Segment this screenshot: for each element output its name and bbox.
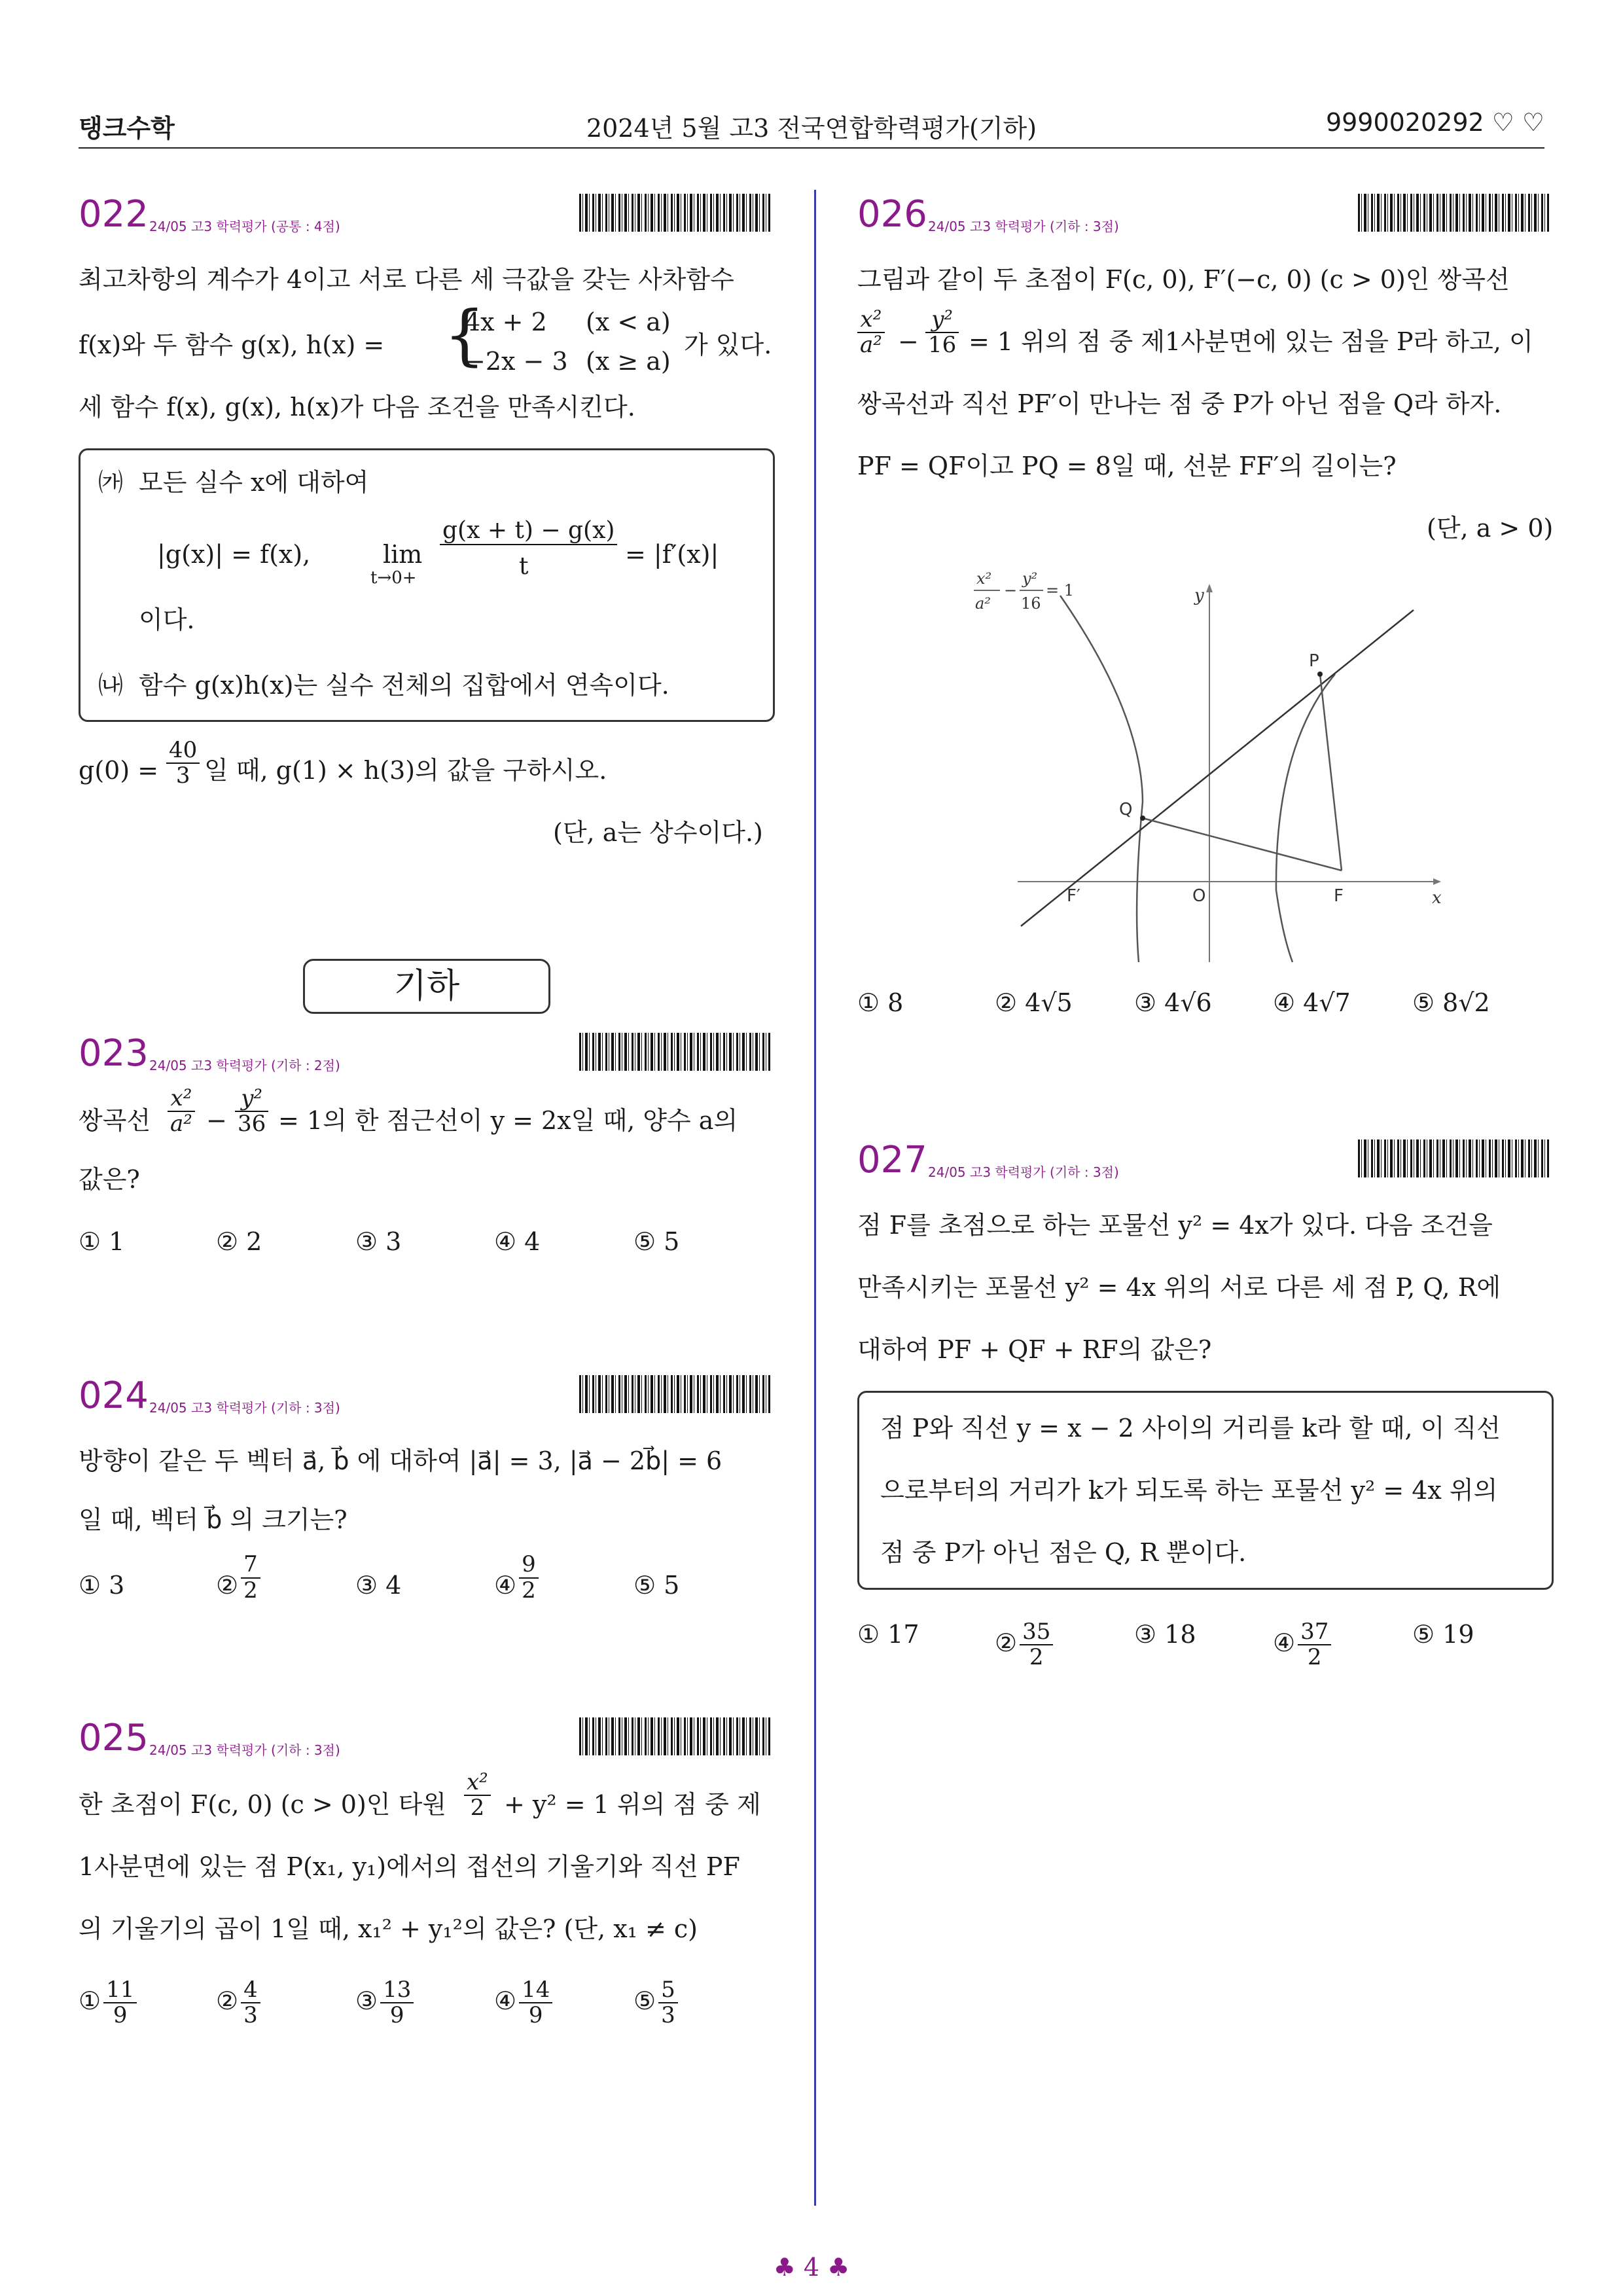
problem-info: 24/05 고3 학력평가 (기하 : 3점) bbox=[149, 1400, 340, 1416]
page-number: ♣ 4 ♣ bbox=[773, 2253, 850, 2282]
choice-4[interactable] bbox=[1273, 1620, 1334, 1670]
problem-info: 24/05 고3 학력평가 (기하 : 3점) bbox=[928, 219, 1119, 234]
problem-number: 025 bbox=[79, 1717, 149, 1759]
problem-text: 최고차항의 계수가 4이고 서로 다른 세 극값을 갖는 사차함수 bbox=[79, 265, 734, 294]
choice-label: ② bbox=[216, 1571, 239, 1600]
fraction: $\frac{\text{y²}}{36}$ bbox=[235, 1086, 268, 1137]
choice-5[interactable]: ⑤ 5 bbox=[633, 1571, 680, 1600]
limit-subscript: t→0+ bbox=[370, 568, 417, 588]
problem-note: (단, a > 0) bbox=[1427, 514, 1554, 543]
fraction: $\frac{37}{2}$ bbox=[1298, 1620, 1331, 1670]
choice-3[interactable]: ③ 3 bbox=[355, 1227, 402, 1256]
problem-text: f(x)와 두 함수 g(x), h(x) = bbox=[79, 331, 385, 359]
choice-3[interactable]: ③ $\frac{13}{9}$ bbox=[355, 1978, 416, 2028]
problem-text: 일 때, g(1) × h(3)의 값을 구하시오. bbox=[204, 756, 607, 785]
label-x-axis: x bbox=[1432, 888, 1442, 908]
choice-1[interactable]: ① $\frac{11}{9}$ bbox=[79, 1978, 139, 2028]
problem-text: 쌍곡선 bbox=[79, 1106, 151, 1135]
problem-text: g(0) = bbox=[79, 756, 159, 785]
condition-text: 점 P와 직선 y = x − 2 사이의 거리를 k라 할 때, 이 직선 bbox=[880, 1414, 1501, 1443]
hyperbola-left-branch bbox=[1060, 596, 1143, 962]
condition-label: ㈏ bbox=[98, 671, 124, 700]
page-header bbox=[79, 108, 1544, 149]
point-q bbox=[1140, 816, 1145, 821]
fraction: $\frac{40}{3}$ bbox=[166, 738, 200, 789]
choice-4[interactable]: ④ 4 bbox=[494, 1227, 541, 1256]
problem-text: 1사분면에 있는 점 P(x₁, y₁)에서의 접선의 기울기와 직선 PF bbox=[79, 1852, 740, 1881]
problem-text: + y² = 1 위의 점 중 제 bbox=[504, 1790, 761, 1819]
problem-text: 가 있다. bbox=[684, 331, 772, 359]
choice-5[interactable]: ⑤ $\frac{5}{3}$ bbox=[633, 1978, 681, 2028]
fraction: $\frac{11}{9}$ bbox=[103, 1978, 137, 2028]
case-condition: (x ≥ a) bbox=[586, 347, 671, 376]
problem-text: 값은? bbox=[79, 1165, 140, 1194]
fraction: $\frac{35}{2}$ bbox=[1020, 1620, 1053, 1670]
condition-text: 점 중 P가 아닌 점은 Q, R 뿐이다. bbox=[880, 1538, 1247, 1567]
choice-3[interactable]: ③ 18 bbox=[1134, 1620, 1196, 1649]
problem-info: 24/05 고3 학력평가 (기하 : 3점) bbox=[149, 1742, 340, 1758]
label-origin: O bbox=[1192, 886, 1206, 906]
problem-info: 24/05 고3 학력평가 (공통 : 4점) bbox=[149, 219, 340, 234]
case-expression: −2x − 3 bbox=[465, 347, 568, 376]
fraction: $\frac{\text{x²}}{\text{a²}}$ bbox=[857, 308, 885, 358]
barcode bbox=[579, 194, 770, 232]
hyperbola-figure bbox=[962, 563, 1459, 969]
choice-label: ② bbox=[995, 1628, 1018, 1657]
fraction: $\frac{9}{2}$ bbox=[519, 1552, 539, 1603]
condition-equation: |g(x)| = f(x), bbox=[157, 540, 311, 569]
eq-y-numerator: y² bbox=[1022, 569, 1038, 588]
condition-equation: = |f′(x)| bbox=[625, 540, 719, 569]
choice-1[interactable]: ① 3 bbox=[79, 1571, 125, 1600]
problem-text: 세 함수 f(x), g(x), h(x)가 다음 조건을 만족시킨다. bbox=[79, 393, 635, 422]
operator: − bbox=[898, 327, 919, 356]
problem-info: 24/05 고3 학력평가 (기하 : 3점) bbox=[928, 1164, 1119, 1180]
choice-4[interactable] bbox=[494, 1551, 541, 1604]
problem-text: 점 F를 초점으로 하는 포물선 y² = 4x가 있다. 다음 조건을 bbox=[857, 1211, 1493, 1240]
choice-3[interactable]: ③ 4 bbox=[355, 1571, 402, 1600]
brace-symbol: { bbox=[444, 296, 486, 373]
choice-label: ④ bbox=[494, 1571, 517, 1600]
section-title: 기하 bbox=[303, 959, 550, 1014]
fraction: $\frac{7}{2}$ bbox=[241, 1552, 260, 1603]
barcode bbox=[579, 1033, 770, 1071]
problem-info: 24/05 고3 학력평가 (기하 : 2점) bbox=[149, 1058, 340, 1073]
label-y-axis: y bbox=[1194, 586, 1204, 605]
condition-label: ㈎ bbox=[98, 468, 124, 497]
condition-text: 함수 g(x)h(x)는 실수 전체의 집합에서 연속이다. bbox=[139, 671, 669, 700]
barcode bbox=[579, 1717, 770, 1755]
choice-2[interactable] bbox=[216, 1551, 263, 1604]
choice-4[interactable]: ④ 4√7 bbox=[1273, 988, 1351, 1017]
choice-label: ④ bbox=[1273, 1628, 1296, 1657]
y-axis-arrow bbox=[1206, 584, 1213, 592]
case-expression: 4x + 2 bbox=[465, 308, 547, 336]
choice-1[interactable]: ① 8 bbox=[857, 988, 904, 1017]
choice-5[interactable]: ⑤ 5 bbox=[633, 1227, 680, 1256]
segment-qf bbox=[1143, 818, 1342, 870]
problem-text: 의 기울기의 곱이 1일 때, x₁² + y₁²의 값은? (단, x₁ ≠ c) bbox=[79, 1914, 698, 1943]
problem-text: 일 때, 벡터 b⃗ 의 크기는? bbox=[79, 1505, 348, 1534]
problem-text: 방향이 같은 두 벡터 a⃗, b⃗ 에 대하여 |a⃗| = 3, |a⃗ − 2b⃗| = 6 bbox=[79, 1446, 722, 1475]
choice-5[interactable]: ⑤ 19 bbox=[1412, 1620, 1474, 1649]
document-code: 9990020292 ♡ ♡ bbox=[1325, 108, 1544, 137]
case-condition: (x < a) bbox=[586, 308, 671, 336]
barcode bbox=[1358, 194, 1549, 232]
choice-1[interactable]: ① 1 bbox=[79, 1227, 125, 1256]
problem-text: 한 초점이 F(c, 0) (c > 0)인 타원 bbox=[79, 1790, 447, 1819]
eq-x-numerator: x² bbox=[976, 569, 992, 588]
problem-number: 027 bbox=[857, 1139, 927, 1181]
operator: − bbox=[206, 1106, 227, 1135]
eq-minus: − bbox=[1004, 581, 1018, 600]
segment-pf bbox=[1320, 674, 1342, 870]
label-f: F bbox=[1334, 886, 1344, 906]
choice-1[interactable]: ① 17 bbox=[857, 1620, 919, 1649]
eq-a-denominator: a² bbox=[975, 594, 991, 613]
x-axis-arrow bbox=[1433, 878, 1441, 885]
choice-2[interactable] bbox=[995, 1620, 1056, 1670]
problem-text: = 1 위의 점 중 제1사분면에 있는 점을 P라 하고, 이 bbox=[969, 327, 1533, 356]
problem-text: PF = QF이고 PQ = 8일 때, 선분 FF′의 길이는? bbox=[857, 452, 1397, 480]
fraction: $\frac{\text{y²}}{16}$ bbox=[925, 308, 959, 358]
fraction: $\frac{13}{9}$ bbox=[380, 1978, 414, 2028]
problem-text: 대하여 PF + QF + RF의 값은? bbox=[857, 1335, 1212, 1364]
problem-text: 쌍곡선과 직선 PF′이 만나는 점 중 P가 아닌 점을 Q라 하자. bbox=[857, 389, 1502, 418]
label-f-prime: F′ bbox=[1067, 886, 1080, 906]
column-divider bbox=[814, 190, 816, 2206]
eq-rhs: = 1 bbox=[1046, 581, 1075, 600]
problem-number: 022 bbox=[79, 193, 149, 236]
problem-number: 024 bbox=[79, 1374, 149, 1417]
choice-2[interactable]: ② 2 bbox=[216, 1227, 262, 1256]
fraction: $\frac{14}{9}$ bbox=[519, 1978, 552, 2028]
label-q: Q bbox=[1119, 800, 1133, 819]
barcode bbox=[579, 1375, 770, 1413]
choice-2[interactable]: ② 4√5 bbox=[995, 988, 1073, 1017]
brand-name: 탱크수학 bbox=[79, 114, 175, 143]
condition-text: 모든 실수 x에 대하여 bbox=[139, 468, 369, 497]
problem-text: = 1의 한 점근선이 y = 2x일 때, 양수 a의 bbox=[278, 1106, 738, 1135]
problem-text: 만족시키는 포물선 y² = 4x 위의 서로 다른 세 점 P, Q, R에 bbox=[857, 1273, 1501, 1302]
choice-5[interactable]: ⑤ 8√2 bbox=[1412, 988, 1490, 1017]
choice-3[interactable]: ③ 4√6 bbox=[1134, 988, 1212, 1017]
choice-4[interactable]: ④ $\frac{14}{9}$ bbox=[494, 1978, 555, 2028]
fraction-numerator: g(x + t) − g(x) bbox=[440, 517, 617, 545]
condition-text: 으로부터의 거리가 k가 되도록 하는 포물선 y² = 4x 위의 bbox=[880, 1476, 1498, 1505]
point-p bbox=[1317, 672, 1323, 677]
limit-symbol: lim bbox=[383, 540, 423, 569]
barcode bbox=[1358, 1139, 1549, 1177]
label-p: P bbox=[1309, 651, 1319, 671]
problem-number: 026 bbox=[857, 193, 927, 236]
problem-note: (단, a는 상수이다.) bbox=[553, 818, 763, 847]
eq-16-denominator: 16 bbox=[1021, 594, 1041, 613]
fraction: $\frac{5}{3}$ bbox=[658, 1978, 678, 2028]
fraction: $\frac{4}{3}$ bbox=[241, 1978, 260, 2028]
fraction: $\frac{\text{x²}}{2}$ bbox=[464, 1770, 491, 1821]
condition-text: 이다. bbox=[139, 605, 195, 634]
fraction: $\frac{\text{x²}}{\text{a²}}$ bbox=[168, 1086, 195, 1137]
exam-title: 2024년 5월 고3 전국연합학력평가(기하) bbox=[586, 114, 1037, 143]
fraction-denominator: t bbox=[519, 553, 529, 580]
line-pf-prime bbox=[1021, 610, 1414, 926]
hyperbola-right-branch bbox=[1276, 674, 1335, 962]
choice-2[interactable]: ② $\frac{4}{3}$ bbox=[216, 1978, 263, 2028]
problem-text: 그림과 같이 두 초점이 F(c, 0), F′(−c, 0) (c > 0)인 쌍곡선 bbox=[857, 265, 1510, 294]
problem-number: 023 bbox=[79, 1032, 149, 1075]
